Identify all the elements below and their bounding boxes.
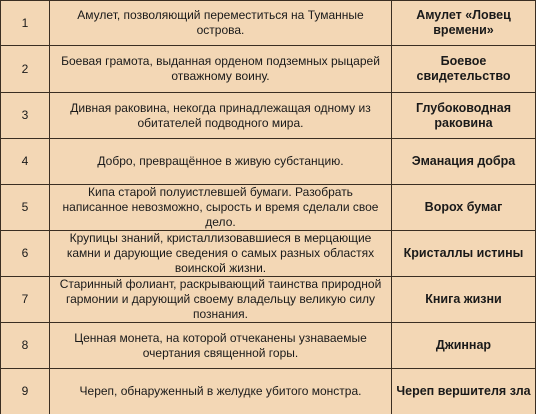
item-description: Кипа старой полуистлевшей бумаги. Разобрать написанное невозможно, сырость и время сделали свое дело. — [50, 185, 392, 231]
table-row — [1, 323, 536, 369]
item-name: Кристаллы истины — [392, 231, 536, 277]
item-description: Крупицы знаний, кристаллизовавшиеся в мерцающие камни и дарующие сведения о самых разных областях воинской жизни. — [50, 231, 392, 277]
item-number: 9 — [1, 369, 50, 414]
table-row — [1, 369, 536, 414]
item-name: Эманация добра — [392, 139, 536, 185]
item-description: Амулет, позволяющий переместиться на Туманные острова. — [50, 1, 392, 46]
table-row — [1, 185, 536, 231]
item-name: Амулет «Ловец времени» — [392, 1, 536, 46]
item-description: Старинный фолиант, раскрывающий таинства природной гармонии и дарующий своему владельцу великую силу познания. — [50, 277, 392, 323]
item-number: 3 — [1, 93, 50, 139]
item-description: Дивная раковина, некогда принадлежащая одному из обитателей подводного мира. — [50, 93, 392, 139]
item-name: Череп вершителя зла — [392, 369, 536, 414]
item-description: Ценная монета, на которой отчеканены узнаваемые очертания священной горы. — [50, 323, 392, 369]
item-number: 5 — [1, 185, 50, 231]
item-name: Книга жизни — [392, 277, 536, 323]
item-number: 7 — [1, 277, 50, 323]
table-row — [1, 1, 536, 46]
item-name: Джиннар — [392, 323, 536, 369]
item-number: 2 — [1, 46, 50, 93]
item-name: Боевое свидетельство — [392, 46, 536, 93]
item-number: 6 — [1, 231, 50, 277]
table-row — [1, 277, 536, 323]
item-number: 4 — [1, 139, 50, 185]
item-description: Добро, превращённое в живую субстанцию. — [50, 139, 392, 185]
item-description: Боевая грамота, выданная орденом подземных рыцарей отважному воину. — [50, 46, 392, 93]
table-row — [1, 93, 536, 139]
table-row — [1, 231, 536, 277]
item-name: Глубоководная раковина — [392, 93, 536, 139]
item-number: 8 — [1, 323, 50, 369]
table-row — [1, 46, 536, 93]
table-row — [1, 139, 536, 185]
item-description: Череп, обнаруженный в желудке убитого монстра. — [50, 369, 392, 414]
item-name: Ворох бумаг — [392, 185, 536, 231]
item-number: 1 — [1, 1, 50, 46]
